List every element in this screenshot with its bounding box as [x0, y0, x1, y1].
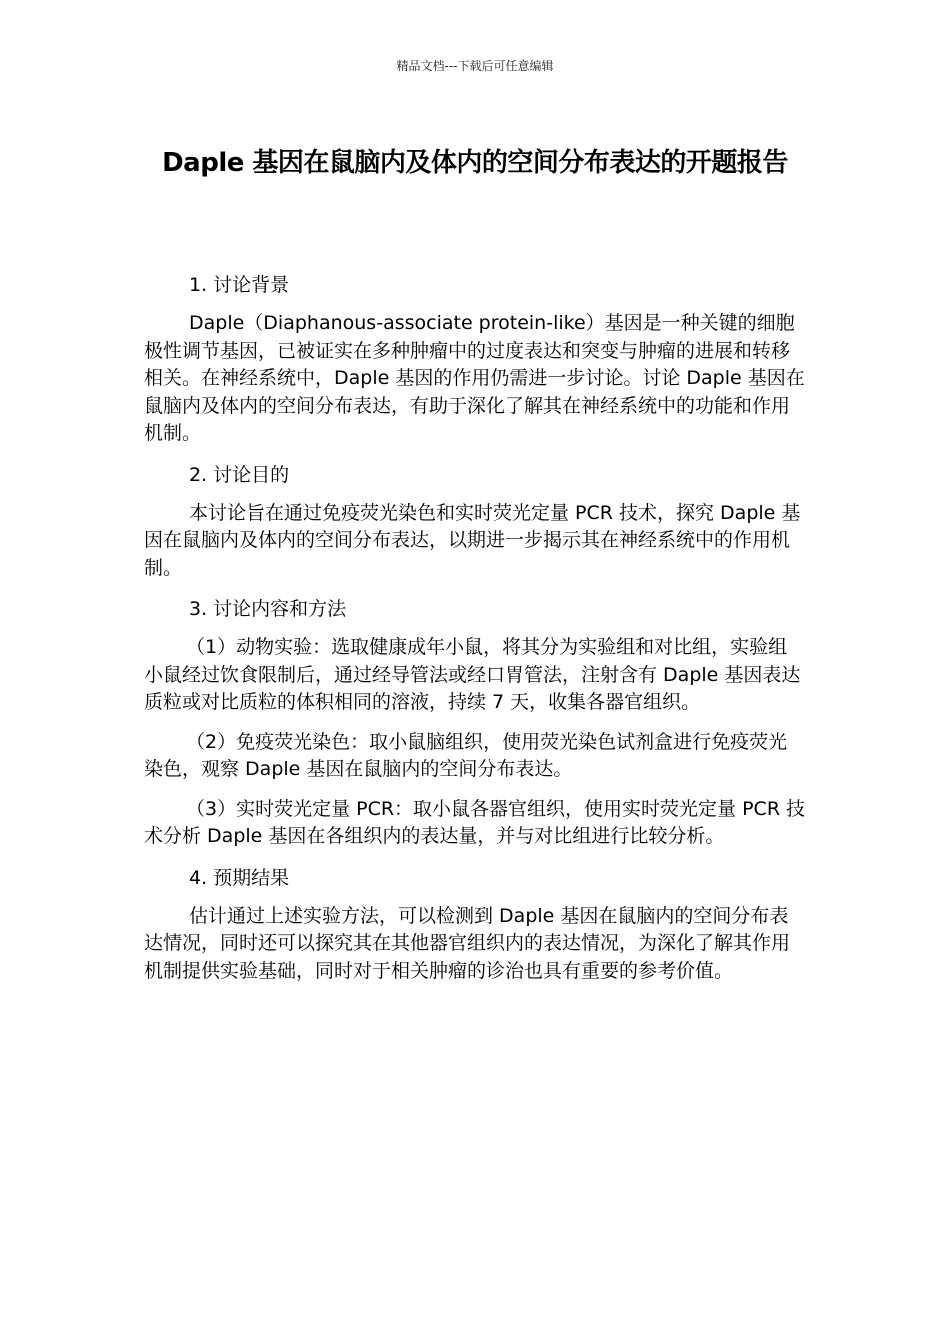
section-heading: 1. 讨论背景 — [189, 274, 290, 296]
section-expected-results — [144, 863, 806, 986]
paragraph-item: （1）动物实验：选取健康成年小鼠，将其分为实验组和对比组，实验组小鼠经过饮食限制后，通过经导管法或经口胃管法，注射含有 Daple 基因表达质粒或对比质粒的体积相同的溶液，持续 7 天，收集各器官组织。 — [144, 636, 801, 713]
paragraph: Daple（Diaphanous-associate protein-like）基因是一种关键的细胞极性调节基因，已被证实在多种肿瘤中的过度表达和突变与肿瘤的进展和转移相关。在神经系统中，Daple 基因的作用仍需进一步讨论。讨论 Daple 基因在鼠脑内及体内的空间分布表达，有助于深化了解其在神经系统中的功能和作用机制。 — [144, 312, 805, 444]
section-heading: 3. 讨论内容和方法 — [189, 598, 347, 620]
document-body — [144, 270, 806, 997]
paragraph-item: （3）实时荧光定量 PCR：取小鼠各器官组织，使用实时荧光定量 PCR 技术分析 Daple 基因在各组织内的表达量，并与对比组进行比较分析。 — [144, 797, 806, 847]
section-background — [144, 270, 806, 448]
document-title: Daple 基因在鼠脑内及体内的空间分布表达的开题报告 — [162, 148, 788, 178]
section-heading: 2. 讨论目的 — [189, 463, 290, 486]
paragraph-item: （2）免疫荧光染色：取小鼠脑组织，使用荧光染色试剂盒进行免疫荧光染色，观察 Daple 基因在鼠脑内的空间分布表达。 — [144, 730, 788, 780]
page-header: 精品文档---下载后可任意编辑 — [396, 59, 554, 73]
section-purpose — [144, 460, 806, 583]
section-heading: 4. 预期结果 — [189, 866, 290, 889]
section-methods — [144, 594, 806, 851]
paragraph: 本讨论旨在通过免疫荧光染色和实时荧光定量 PCR 技术，探究 Daple 基因在鼠脑内及体内的空间分布表达，以期进一步揭示其在神经系统中的作用机制。 — [144, 501, 801, 579]
paragraph: 估计通过上述实验方法，可以检测到 Daple 基因在鼠脑内的空间分布表达情况，同时还可以探究其在其他器官组织内的表达情况，为深化了解其作用机制提供实验基础，同时对于相关肿瘤的诊治也具有重要的参考价值。 — [144, 904, 791, 982]
